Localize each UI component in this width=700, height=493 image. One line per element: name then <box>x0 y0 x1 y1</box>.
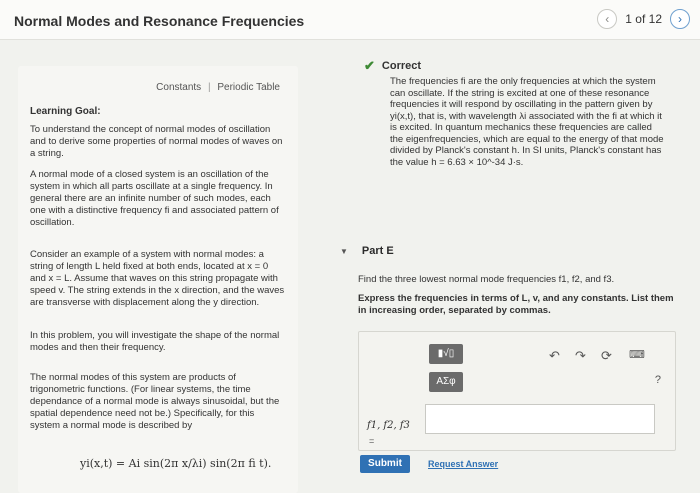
periodic-table-link[interactable]: Periodic Table <box>217 82 280 93</box>
normal-mode-equation: yi(x,t) = Ai sin(2π x/λi) sin(2π fi t). <box>80 457 272 470</box>
answer-variables: f1, f2, f3 <box>367 420 410 431</box>
submit-button[interactable]: Submit <box>360 455 410 473</box>
caret-down-icon: ▼ <box>340 246 348 256</box>
help-icon[interactable]: ? <box>654 374 661 386</box>
express-instruction: Express the frequencies in terms of L, v, and any constants. List them in increasing order, separated by commas. <box>358 293 674 316</box>
part-label: Part E <box>361 245 394 257</box>
problem-statement-panel <box>18 66 298 493</box>
example-description: Consider an example of a system with normal modes: a string of length L held fixed at both ends, located at x = 0 and x = L. Assume that waves on this string propagate with speed v. The string extends in the x direction, and the waves are transverse with displacement along the y direction. <box>30 249 285 308</box>
checkmark-icon: ✔ <box>364 58 375 73</box>
correct-label: Correct <box>381 60 422 72</box>
link-separator: | <box>207 82 211 93</box>
chevron-left-icon[interactable]: ‹ <box>597 9 617 29</box>
page-title: Normal Modes and Resonance Frequencies <box>14 13 305 29</box>
chevron-right-icon[interactable]: › <box>670 9 690 29</box>
request-answer-link[interactable]: Request Answer <box>428 459 499 469</box>
redo-icon[interactable]: ↷ <box>575 348 586 363</box>
investigate-text: In this problem, you will investigate the shape of the normal modes and then their frequency. <box>30 330 280 353</box>
find-instruction: Find the three lowest normal mode frequencies f1, f2, and f3. <box>358 274 615 285</box>
part-e-header[interactable] <box>340 245 394 257</box>
reset-icon[interactable]: ⟳ <box>601 348 612 363</box>
template-button[interactable]: ▮√▯ <box>429 344 463 364</box>
answer-input[interactable] <box>425 404 655 434</box>
greek-symbols-button[interactable]: ΑΣφ <box>429 372 463 392</box>
equals-sign: = <box>369 436 375 446</box>
undo-icon[interactable]: ↶ <box>549 348 560 363</box>
answer-editor <box>358 331 676 451</box>
normal-mode-definition: A normal mode of a closed system is an oscillation of the system in which all parts oscillate at a single frequency. In general there are an infinite number of such modes, each one with a distinctive frequency fi and associated pattern of oscillation. <box>30 169 279 228</box>
keyboard-icon[interactable]: ⌨ <box>629 349 645 361</box>
learning-goal-text: To understand the concept of normal modes of oscillation and to derive some properties of normal modes of waves on a string. <box>30 124 283 159</box>
pager <box>597 9 690 29</box>
learning-goal-title: Learning Goal: <box>30 106 101 117</box>
answer-panel <box>330 50 690 493</box>
header-bar <box>0 0 700 40</box>
page-indicator: 1 of 12 <box>625 12 662 26</box>
constants-link[interactable]: Constants <box>156 82 202 93</box>
normal-modes-description: The normal modes of this system are products of trigonometric functions. (For linear systems, the time dependance of a normal mode is always sinusoidal, but the spatial dependence need not be.) Specifically, for this system a normal mode is described by <box>30 372 280 431</box>
reference-links <box>154 82 282 94</box>
correct-explanation: The frequencies fi are the only frequencies at which the system can oscillate. If the string is excited at one of these resonance frequencies it will respond by oscillating in the pattern given by yi(x,t), that is, with wavelength λi associated with the fi at which it is excited. In quantum mechanics these frequencies are called the eigenfrequencies, which are equal to the energy of that mode divided by Planck's constant h. In SI units, Planck's constant has the value h = 6.63 × 10^-34 J·s. <box>390 76 664 168</box>
correct-feedback <box>364 58 421 74</box>
